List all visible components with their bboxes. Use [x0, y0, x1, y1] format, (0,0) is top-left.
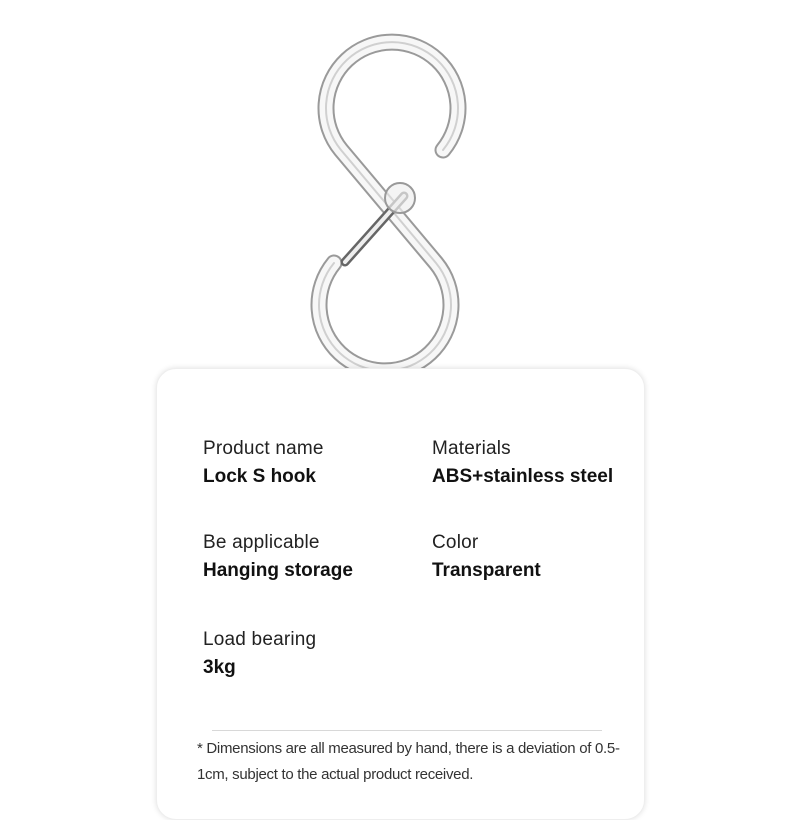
spec-value: Hanging storage [203, 560, 353, 581]
spec-load-bearing [203, 628, 316, 680]
spec-materials [432, 437, 613, 489]
spec-label: Product name [203, 438, 324, 459]
spec-value: 3kg [203, 657, 236, 678]
spec-product-name [203, 437, 324, 489]
spec-applicable [203, 531, 353, 583]
spec-label: Load bearing [203, 629, 317, 650]
spec-value: Lock S hook [203, 466, 316, 487]
dimension-note: * Dimensions are all measured by hand, there is a deviation of 0.5-1cm, subject to the actual product received. [197, 740, 620, 783]
spec-value: ABS+stainless steel [432, 466, 614, 487]
s-hook-product-image [0, 0, 800, 400]
spec-label: Be applicable [203, 532, 320, 553]
spec-card [156, 368, 645, 820]
divider [212, 730, 602, 731]
spec-label: Color [432, 532, 479, 553]
spec-label: Materials [432, 438, 511, 459]
spec-color [432, 531, 541, 583]
spec-value: Transparent [432, 560, 541, 581]
